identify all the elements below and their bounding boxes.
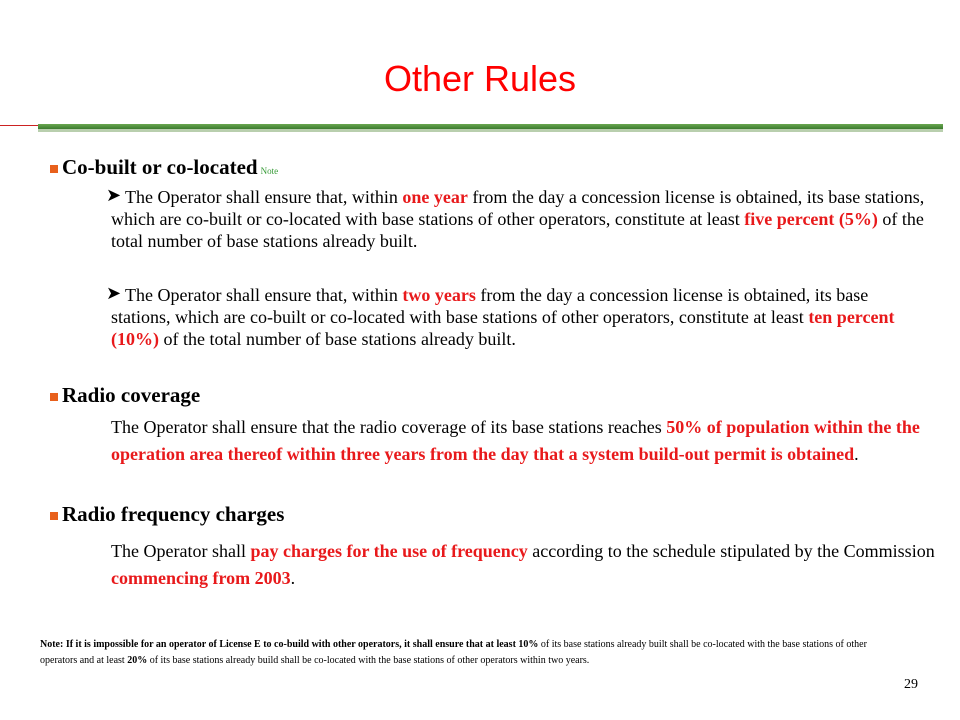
item-text: from the day a concession license is obtained, its base stations, which are co-built or co-located with base stations of other operators, constitute at least	[111, 285, 869, 327]
note-reference: Note	[260, 166, 279, 176]
footnote-bold: 20%	[127, 655, 148, 666]
item-text: of the total number of base stations already built.	[159, 329, 516, 349]
section-heading-frequency-charges: Radio frequency charges	[62, 502, 285, 526]
item-highlight: two years	[402, 285, 476, 305]
list-item	[106, 185, 931, 252]
arrow-bullet-icon: ➤	[106, 283, 122, 304]
item-text: from the day a concession license is obtained, its base stations, which are co-built or co-located with base stations of other operators, constitute at least	[111, 187, 925, 229]
footnote-text: of its base stations already build shall be co-located with the base stations of other operators within two years.	[147, 655, 590, 666]
section-paragraph	[111, 538, 941, 592]
footnote	[40, 637, 890, 669]
divider-lead-line	[0, 125, 38, 126]
list-item	[106, 283, 931, 350]
item-text: The Operator shall ensure that, within	[125, 285, 403, 305]
item-highlight: one year	[402, 187, 468, 207]
bullet-square-icon	[50, 512, 58, 520]
para-highlight: commencing from 2003	[111, 568, 291, 588]
para-text: .	[854, 444, 859, 464]
para-text: according to the schedule stipulated by the Commission	[527, 541, 935, 561]
section-heading-radio-coverage: Radio coverage	[62, 383, 201, 407]
item-text: The Operator shall ensure that, within	[125, 187, 403, 207]
para-text: .	[290, 568, 296, 588]
para-highlight: pay charges for the use of frequency	[250, 541, 528, 561]
slide-title: Other Rules	[383, 58, 577, 99]
para-text: The Operator shall	[111, 541, 251, 561]
para-highlight: 50% of population within the the operation area thereof within three years from the day that a system build-out permit is obtained	[111, 417, 920, 464]
footnote-bold: Note: If it is impossible for an operator of License E to co-build with other operators, it shall ensure that at least 10%	[40, 639, 539, 650]
bullet-square-icon	[50, 165, 58, 173]
arrow-bullet-icon: ➤	[106, 185, 122, 206]
section-heading-text: Co-built or co-located	[62, 155, 258, 179]
item-highlight: five percent (5%)	[744, 209, 878, 229]
item-text: of the total number of base stations already built.	[111, 209, 924, 251]
footnote-text: of its base stations already built shall be co-located with the base stations of other operators and at least	[40, 639, 867, 666]
title-divider	[0, 124, 943, 133]
section-heading-co-built	[62, 155, 278, 180]
para-text: The Operator shall ensure that the radio coverage of its base stations reaches	[111, 417, 667, 437]
divider-bar	[38, 124, 943, 132]
bullet-square-icon	[50, 393, 58, 401]
section-paragraph	[111, 414, 941, 468]
item-highlight: ten percent (10%)	[111, 307, 895, 349]
page-number: 29	[904, 677, 918, 692]
